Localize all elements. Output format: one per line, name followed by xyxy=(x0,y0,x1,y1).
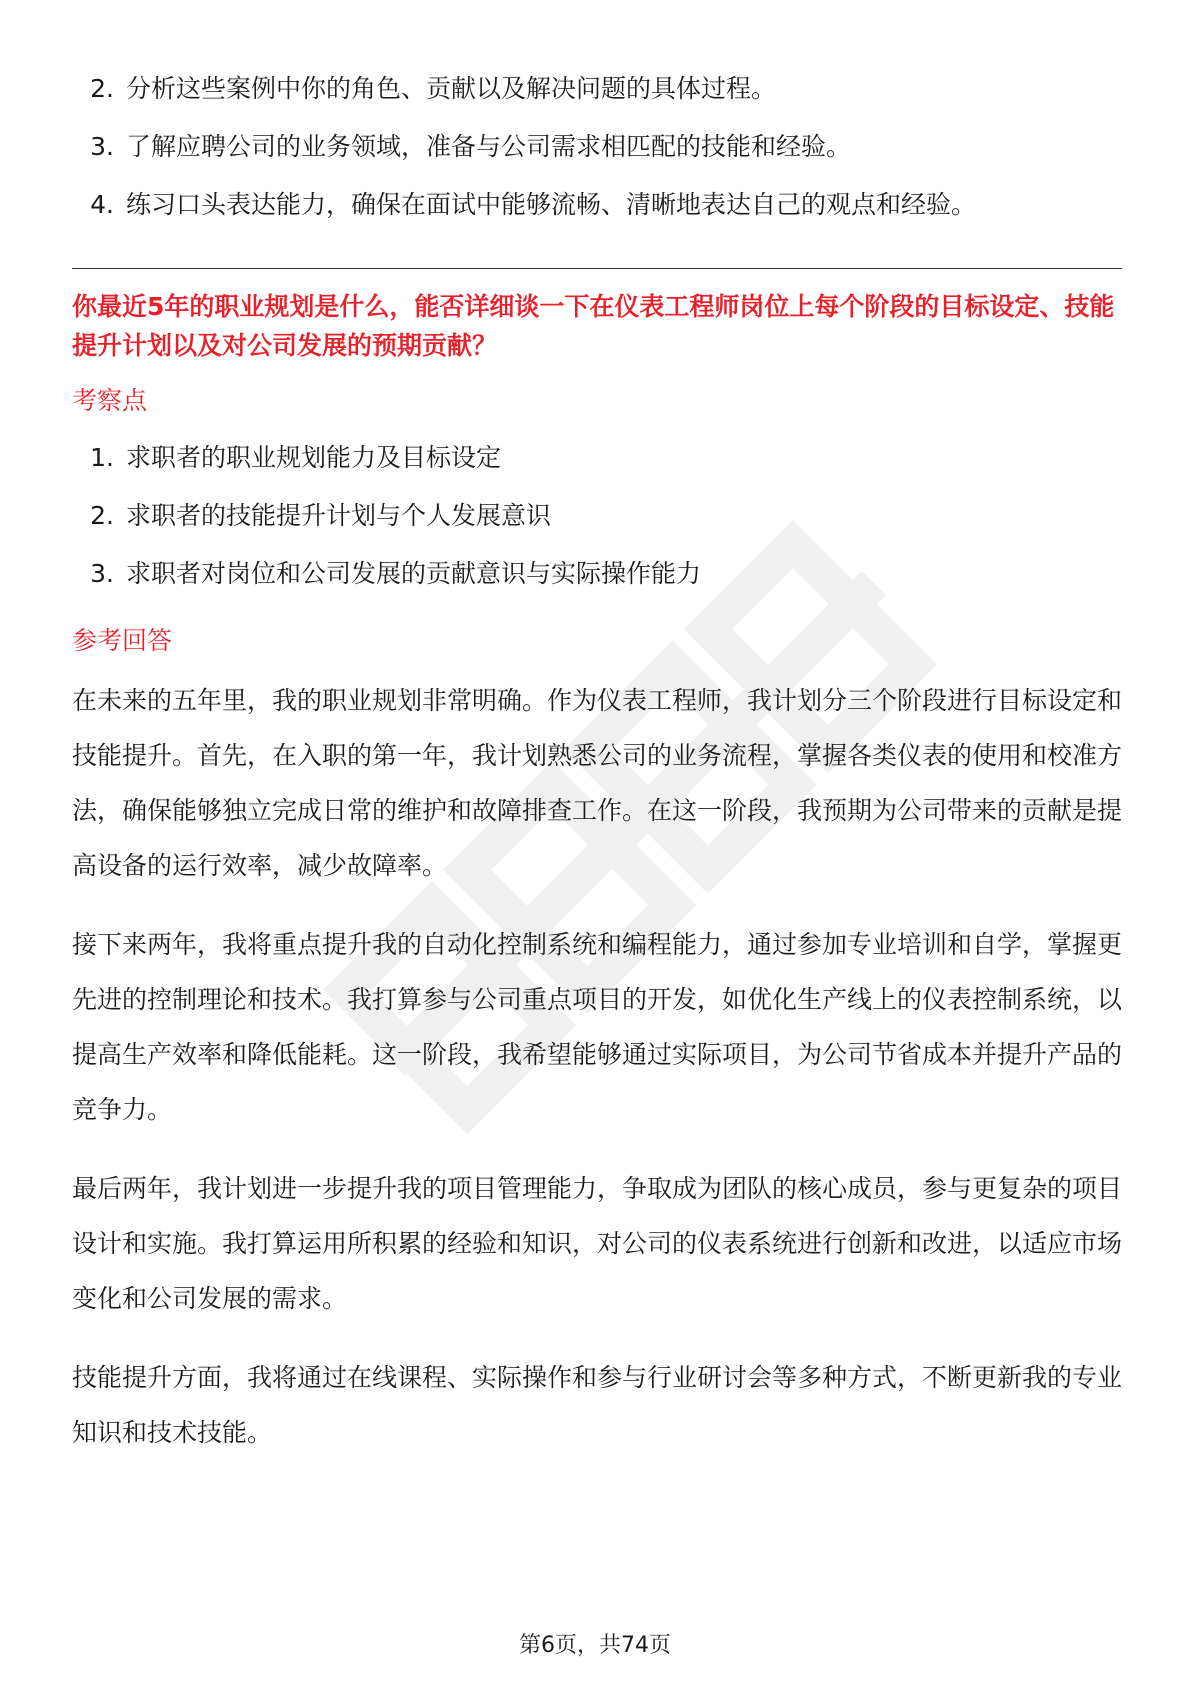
top-ordered-list xyxy=(72,60,1122,234)
list-text: 求职者的职业规划能力及目标设定 xyxy=(126,443,502,472)
main-content xyxy=(72,60,1122,1484)
list-text: 分析这些案例中你的角色、贡献以及解决问题的具体过程。 xyxy=(126,74,777,103)
page-number-footer: 第6页，共74页 xyxy=(519,1633,671,1658)
answer-paragraph: 技能提升方面，我将通过在线课程、实际操作和参与行业研讨会等多种方式，不断更新我的专业知识和技术技能。 xyxy=(72,1363,1123,1447)
focus-list xyxy=(72,429,1122,603)
answer-paragraph: 最后两年，我计划进一步提升我的项目管理能力，争取成为团队的核心成员，参与更复杂的项目设计和实施。我打算运用所积累的经验和知识，对公司的仪表系统进行创新和改进，以适应市场变化和公司发展的需求。 xyxy=(72,1174,1123,1313)
list-text: 练习口头表达能力，确保在面试中能够流畅、清晰地表达自己的观点和经验。 xyxy=(126,190,977,219)
list-text: 求职者的技能提升计划与个人发展意识 xyxy=(126,501,552,530)
list-item xyxy=(72,118,1122,176)
list-number: 4. xyxy=(90,190,114,219)
list-item xyxy=(72,429,1122,487)
answer-paragraph: 在未来的五年里，我的职业规划非常明确。作为仪表工程师，我计划分三个阶段进行目标设定和技能提升。首先，在入职的第一年，我计划熟悉公司的业务流程，掌握各类仪表的使用和校准方法，确保能够独立完成日常的维护和故障排查工作。在这一阶段，我预期为公司带来的贡献是提高设备的运行效率，减少故障率。 xyxy=(72,686,1123,880)
interview-question: 你最近5年的职业规划是什么，能否详细谈一下在仪表工程师岗位上每个阶段的目标设定、技能提升计划以及对公司发展的预期贡献？ xyxy=(72,292,1115,360)
list-item xyxy=(72,487,1122,545)
list-number: 1. xyxy=(90,443,114,472)
list-item xyxy=(72,176,1122,234)
list-number: 3. xyxy=(90,559,114,588)
list-item xyxy=(72,545,1122,603)
list-number: 3. xyxy=(90,132,114,161)
list-number: 2. xyxy=(90,74,114,103)
list-number: 2. xyxy=(90,501,114,530)
section-divider xyxy=(72,268,1122,269)
focus-heading: 考察点 xyxy=(72,386,148,415)
list-item xyxy=(72,60,1122,118)
answer-paragraph: 接下来两年，我将重点提升我的自动化控制系统和编程能力，通过参加专业培训和自学，掌握更先进的控制理论和技术。我打算参与公司重点项目的开发，如优化生产线上的仪表控制系统，以提高生产效率和降低能耗。这一阶段，我希望能够通过实际项目，为公司节省成本并提升产品的竞争力。 xyxy=(72,930,1123,1124)
list-text: 求职者对岗位和公司发展的贡献意识与实际操作能力 xyxy=(126,559,702,588)
answer-heading: 参考回答 xyxy=(72,626,173,655)
list-text: 了解应聘公司的业务领域，准备与公司需求相匹配的技能和经验。 xyxy=(126,132,852,161)
